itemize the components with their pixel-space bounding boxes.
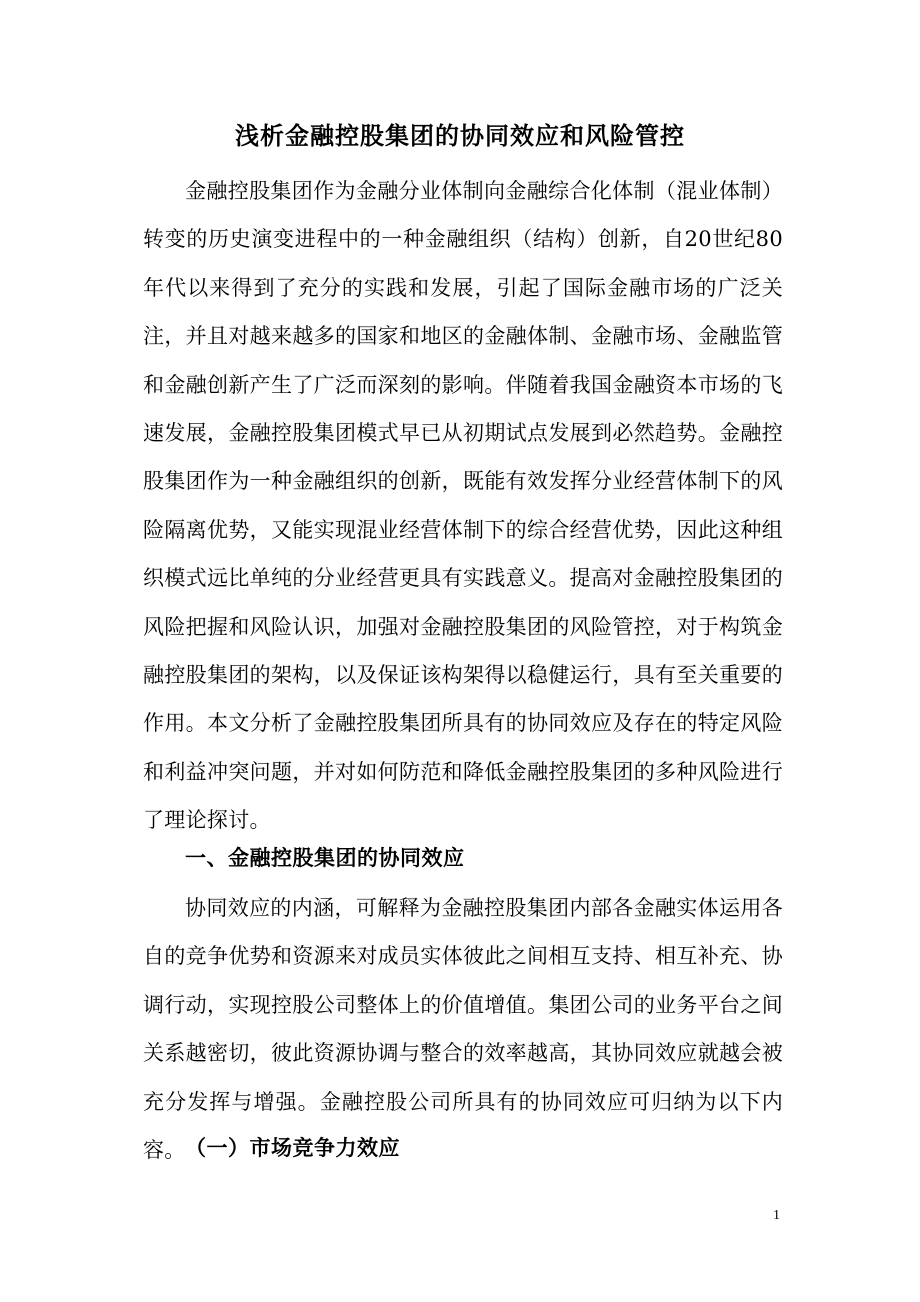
page-number: 1 <box>773 1208 780 1223</box>
document-title: 浅析金融控股集团的协同效应和风险管控 <box>235 121 685 150</box>
intro-paragraph: 金融控股集团作为金融分业体制向金融综合化体制（混业体制）转变的历史演变进程中的一种金融组织（结构）创新，自20世纪80年代以来得到了充分的实践和发展，引起了国际金融市场的广泛关注，并且对越来越多的国家和地区的金融体制、金融市场、金融监管和金融创新产生了广泛而深刻的影响。伴随着我国金融资本市场的飞速发展，金融控股集团模式早已从初期试点发展到必然趋势。金融控股集团作为一种金融组织的创新，既能有效发挥分业经营体制下的风险隔离优势，又能实现混业经营体制下的综合经营优势，因此这种组织模式远比单纯的分业经营更具有实践意义。提高对金融控股集团的风险把握和风险认识，加强对金融控股集团的风险管控，对于构筑金融控股集团的架构，以及保证该构架得以稳健运行，具有至关重要的作用。本文分析了金融控股集团所具有的协同效应及存在的特定风险和利益冲突问题，并对如何防范和降低金融控股集团的多种风险进行了理论探讨。 <box>143 179 783 833</box>
subsection-heading: （一）市场竞争力效应 <box>185 1135 400 1160</box>
section-heading: 一、金融控股集团的协同效应 <box>185 845 465 870</box>
section-paragraph: 协同效应的内涵，可解释为金融控股集团内部各金融实体运用各自的竞争优势和资源来对成员实体彼此之间相互支持、相互补充、协调行动，实现控股公司整体上的价值增值。集团公司的业务平台之间关系越密切，彼此资源协调与整合的效率越高，其协同效应就越会被充分发挥与增强。金融控股公司所具有的协同效应可归纳为以下内容。 <box>143 896 783 1163</box>
